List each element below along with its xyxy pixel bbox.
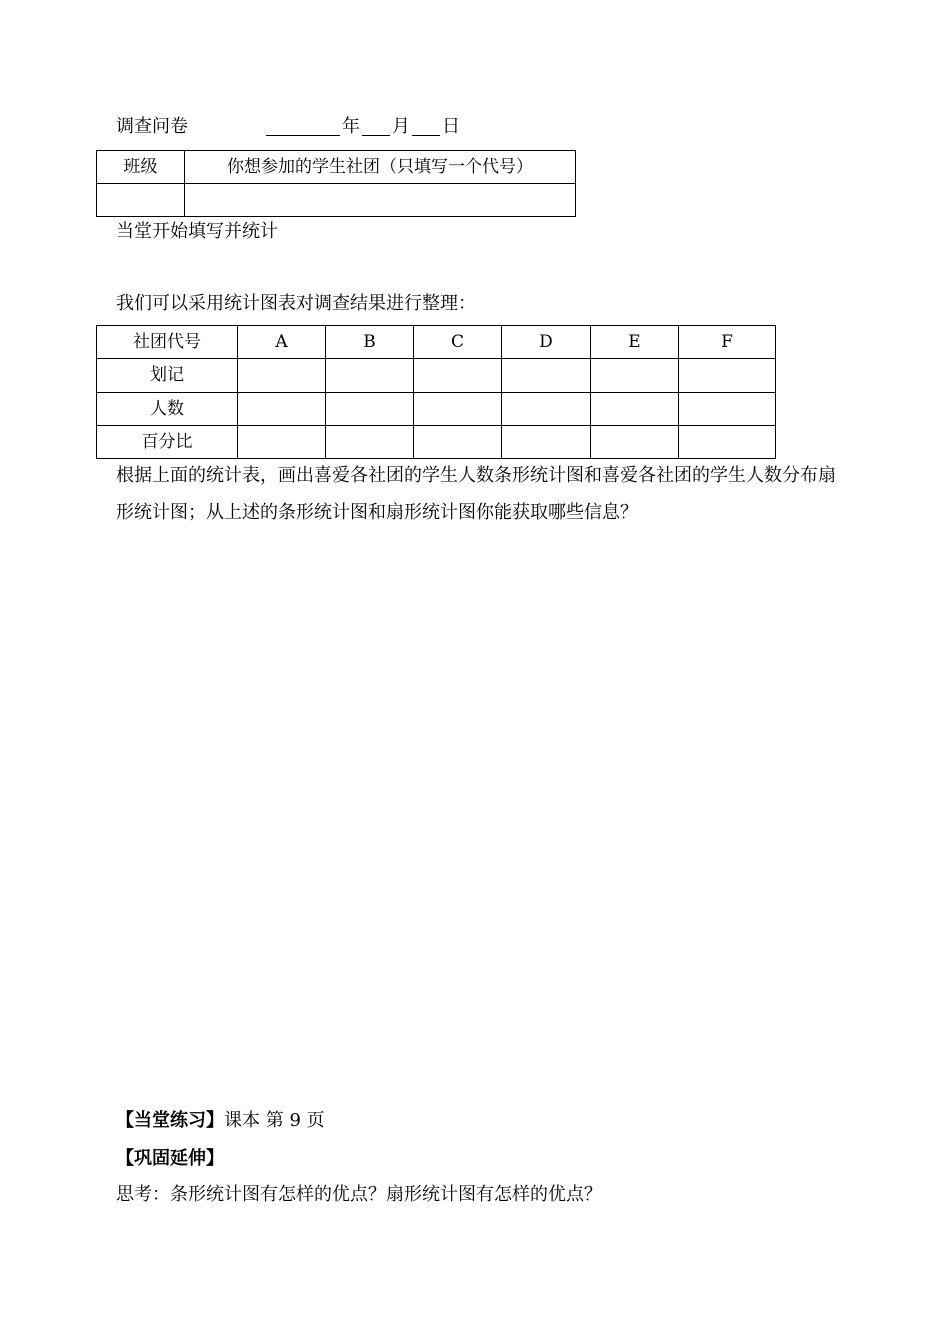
tally-cell[interactable] bbox=[502, 359, 591, 393]
day-label: 日 bbox=[442, 116, 460, 137]
think-question: 思考：条形统计图有怎样的优点？扇形统计图有怎样的优点？ bbox=[116, 1184, 602, 1205]
extension-label: 【巩固延伸】 bbox=[116, 1148, 224, 1169]
code-d: D bbox=[502, 326, 591, 359]
count-cell[interactable] bbox=[238, 393, 326, 426]
club-code-header: 社团代号 bbox=[97, 326, 238, 359]
tally-cell[interactable] bbox=[591, 359, 679, 393]
stats-table bbox=[96, 325, 776, 459]
practice-label: 【当堂练习】 bbox=[116, 1110, 224, 1131]
count-cell[interactable] bbox=[414, 393, 502, 426]
count-cell[interactable] bbox=[502, 393, 591, 426]
chart-prompt: 根据上面的统计表，画出喜爱各社团的学生人数条形统计图和喜爱各社团的学生人数分布扇形统计图；从上述的条形统计图和扇形统计图你能获取哪些信息？ bbox=[116, 465, 836, 523]
practice-line bbox=[116, 1112, 325, 1130]
month-blank[interactable] bbox=[362, 118, 390, 136]
count-cell[interactable] bbox=[326, 393, 414, 426]
club-choice-header: 你想参加的学生社团（只填写一个代号） bbox=[185, 151, 576, 184]
code-b: B bbox=[326, 326, 414, 359]
tally-cell[interactable] bbox=[679, 359, 776, 393]
tally-cell[interactable] bbox=[326, 359, 414, 393]
count-cell[interactable] bbox=[679, 393, 776, 426]
organize-text: 我们可以采用统计图表对调查结果进行整理： bbox=[116, 293, 476, 314]
practice-text: 课本 第 9 页 bbox=[224, 1110, 325, 1131]
count-label: 人数 bbox=[97, 393, 238, 426]
class-header: 班级 bbox=[97, 151, 185, 184]
percent-cell[interactable] bbox=[502, 426, 591, 459]
code-c: C bbox=[414, 326, 502, 359]
code-e: E bbox=[591, 326, 679, 359]
day-blank[interactable] bbox=[412, 118, 440, 136]
date-line bbox=[266, 118, 460, 136]
club-choice-cell[interactable] bbox=[185, 184, 576, 217]
percent-cell[interactable] bbox=[679, 426, 776, 459]
tally-cell[interactable] bbox=[414, 359, 502, 393]
percent-label: 百分比 bbox=[97, 426, 238, 459]
code-f: F bbox=[679, 326, 776, 359]
tally-cell[interactable] bbox=[238, 359, 326, 393]
percent-cell[interactable] bbox=[591, 426, 679, 459]
percent-cell[interactable] bbox=[326, 426, 414, 459]
month-label: 月 bbox=[392, 116, 410, 137]
year-label: 年 bbox=[342, 116, 360, 137]
instruction-text: 当堂开始填写并统计 bbox=[116, 221, 278, 242]
count-cell[interactable] bbox=[591, 393, 679, 426]
survey-form-table bbox=[96, 150, 576, 217]
year-blank[interactable] bbox=[266, 118, 340, 136]
tally-label: 划记 bbox=[97, 359, 238, 393]
code-a: A bbox=[238, 326, 326, 359]
survey-title: 调查问卷 bbox=[116, 116, 188, 137]
class-cell[interactable] bbox=[97, 184, 185, 217]
percent-cell[interactable] bbox=[414, 426, 502, 459]
percent-cell[interactable] bbox=[238, 426, 326, 459]
